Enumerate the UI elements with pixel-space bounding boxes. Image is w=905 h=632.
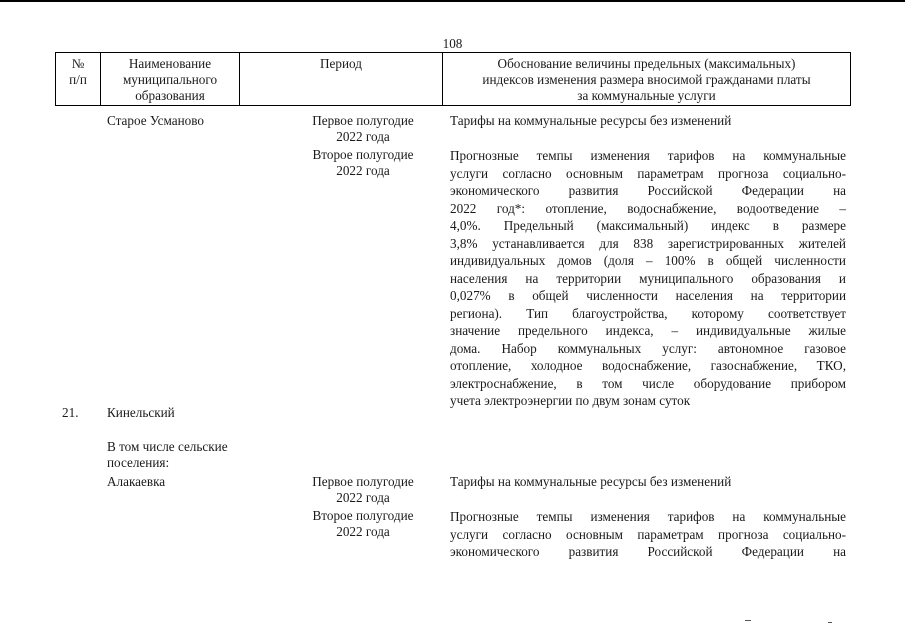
tariffs-note: Тарифы на коммунальные ресурсы без изменений <box>450 474 732 489</box>
paragraph-line: услуги согласно основным параметрам прогноза социально- <box>450 165 846 181</box>
page-number: 108 <box>442 36 463 51</box>
paragraph-line: дома. Набор коммунальных услуг: автономное газовое <box>450 340 846 356</box>
scan-speck <box>828 622 832 623</box>
paragraph-line: учета электроэнергии по двум зонам суток <box>450 393 691 408</box>
tariffs-note: Тарифы на коммунальные ресурсы без изменений <box>450 113 732 128</box>
period-text: 2022 года <box>336 163 390 178</box>
period-text: Первое полугодие <box>312 474 414 489</box>
scan-speck <box>745 620 751 621</box>
period-first-half <box>296 474 430 506</box>
forecast-paragraph <box>450 147 846 410</box>
subheading-rural-settlements <box>107 439 282 471</box>
header-text: муниципального <box>122 72 218 87</box>
paragraph-line: экономического развития Российской Федерации на <box>450 544 846 559</box>
paragraph-line: услуги согласно основным параметрам прогноза социально- <box>450 526 846 542</box>
paragraph-line: региона). Тип благоустройства, которому соответствует <box>450 305 846 321</box>
paragraph-line: Прогнозные темпы изменения тарифов на коммунальные <box>450 509 846 524</box>
period-text: 2022 года <box>336 129 390 144</box>
paragraph-line: отопление, холодное водоснабжение, газоснабжение, ТКО, <box>450 358 846 373</box>
forecast-paragraph <box>450 508 846 561</box>
municipality-name: Алакаевка <box>107 474 166 489</box>
paragraph-line: Прогнозные темпы изменения тарифов на коммунальные <box>450 148 846 163</box>
paragraph-line: 2022 год*: отопление, водоснабжение, водоотведение – <box>450 200 846 216</box>
header-col-name <box>100 53 239 105</box>
paragraph-line: электроснабжение, в том числе оборудование прибором <box>450 375 846 391</box>
header-col-period <box>239 53 442 105</box>
header-text: Наименование <box>128 56 212 71</box>
municipality-name: Кинельский <box>107 405 175 420</box>
period-first-half <box>296 113 430 145</box>
top-border-line <box>0 0 905 2</box>
period-text: 2022 года <box>336 524 390 539</box>
header-text: Период <box>320 56 362 71</box>
header-text: п/п <box>69 72 87 87</box>
header-text: образования <box>135 88 205 103</box>
paragraph-line: 4,0%. Предельный (максимальный) индекс в размере <box>450 218 846 233</box>
period-text: Первое полугодие <box>312 113 414 128</box>
paragraph-line: экономического развития Российской Федерации на <box>450 183 846 198</box>
row-number: 21. <box>62 405 79 420</box>
paragraph-line: значение предельного индекса, – индивидуальные жилые <box>450 323 846 338</box>
subheading-text: поселения: <box>107 455 170 470</box>
paragraph-line: 0,027% в общей численности населения на территории <box>450 288 846 303</box>
header-text: Обоснование величины предельных (максимальных) <box>497 56 796 71</box>
header-col-number <box>56 53 100 105</box>
period-text: Второе полугодие <box>312 508 414 523</box>
period-second-half <box>296 147 430 179</box>
period-second-half <box>296 508 430 540</box>
header-text: № <box>71 56 85 71</box>
paragraph-line: 3,8% устанавливается для 838 зарегистрированных жителей <box>450 235 846 251</box>
paragraph-line: индивидуальных домов (доля – 100% в общей численности <box>450 253 846 268</box>
subheading-text: В том числе сельские <box>107 439 228 454</box>
municipality-name: Старое Усманово <box>107 113 204 128</box>
period-text: 2022 года <box>336 490 390 505</box>
header-col-justification <box>442 53 850 105</box>
paragraph-line: населения на территории муниципального образования и <box>450 270 846 286</box>
header-text: индексов изменения размера вносимой гражданами платы <box>482 72 811 87</box>
table-header <box>55 52 851 106</box>
header-text: за коммунальные услуги <box>577 88 716 103</box>
period-text: Второе полугодие <box>312 147 414 162</box>
